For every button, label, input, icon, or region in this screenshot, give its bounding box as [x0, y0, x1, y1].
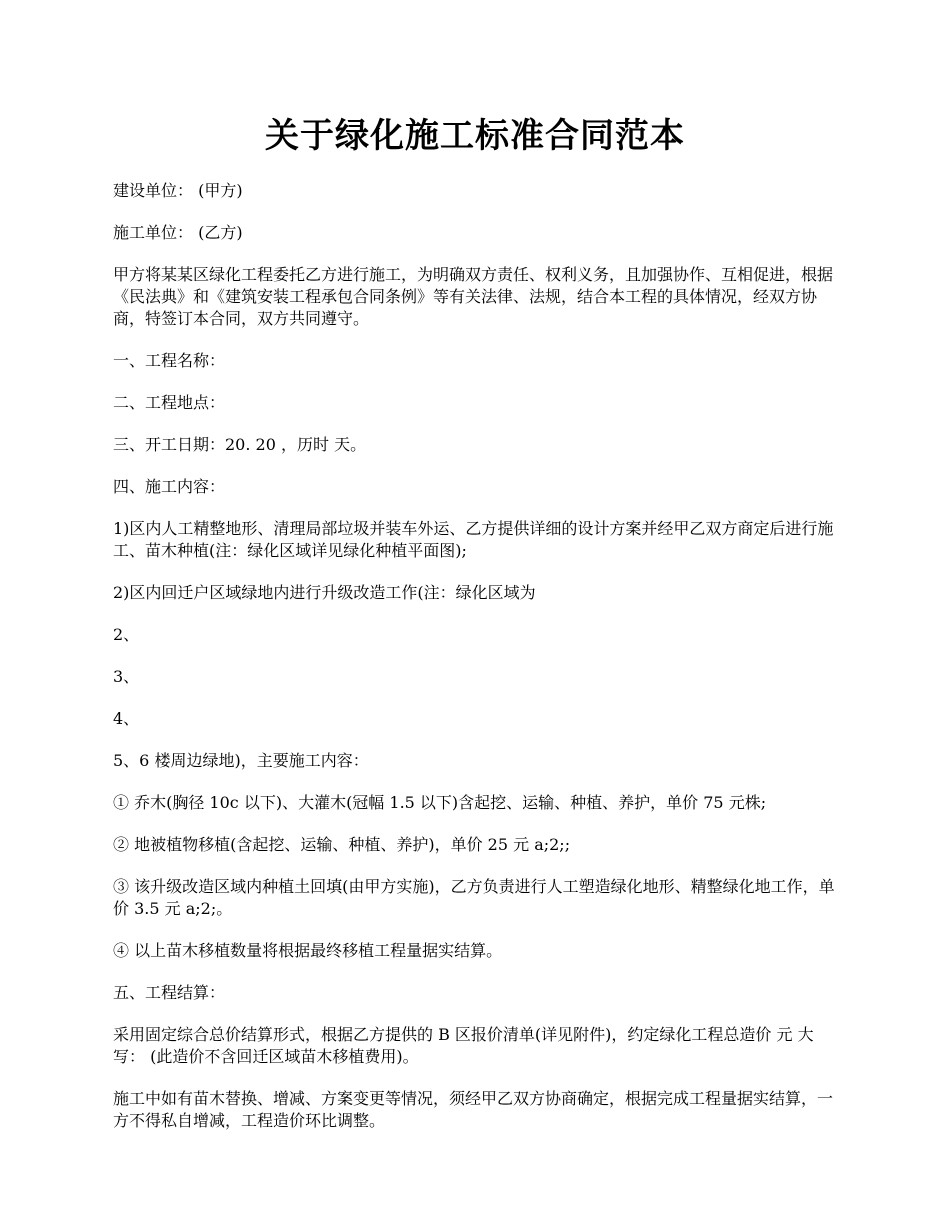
section-heading: 五、工程结算： — [113, 983, 226, 1002]
price-item: ③ 该升级改造区域内种植土回填(由甲方实施)，乙方负责进行人工塑造绿化地形、精整绿化地工作，单价 3.5 元 a;2;。 — [113, 877, 835, 918]
content-item: 1)区内人工精整地形、清理局部垃圾并装车外运、乙方提供详细的设计方案并经甲乙双方商定后进行施工、苗木种植(注：绿化区域详见绿化种植平面图); — [113, 519, 834, 560]
section-heading: 一、工程名称： — [113, 351, 226, 370]
start-date-line: 三、开工日期：20. 20 ，历时 天。 — [113, 435, 367, 454]
document-body — [113, 180, 841, 1152]
party-a-line: 建设单位： (甲方) — [113, 181, 243, 200]
price-item: ① 乔木(胸径 10c 以下)、大灌木(冠幅 1.5 以下)含起挖、运输、种植、养护，单价 75 元株; — [113, 793, 767, 812]
section-heading: 四、施工内容： — [113, 477, 226, 496]
settlement-paragraph: 采用固定综合总价结算形式，根据乙方提供的 B 区报价清单(详见附件)，约定绿化工程总造价 元 大写： (此造价不含回迁区域苗木移植费用)。 — [113, 1025, 814, 1066]
price-item: ② 地被植物移植(含起挖、运输、种植、养护)，单价 25 元 a;2;; — [113, 835, 571, 854]
content-item: 3、 — [113, 667, 140, 686]
party-b-line: 施工单位： (乙方) — [113, 223, 243, 242]
price-item: ④ 以上苗木移植数量将根据最终移植工程量据实结算。 — [113, 941, 503, 960]
settlement-paragraph: 施工中如有苗木替换、增减、方案变更等情况，须经甲乙双方协商确定，根据完成工程量据实结算，一方不得私自增减，工程造价环比调整。 — [113, 1089, 834, 1130]
content-item: 2、 — [113, 625, 140, 644]
section-heading: 二、工程地点： — [113, 393, 226, 412]
preamble-paragraph: 甲方将某某区绿化工程委托乙方进行施工，为明确双方责任、权利义务，且加强协作、互相促进，根据《民法典》和《建筑安装工程承包合同条例》等有关法律、法规，结合本工程的具体情况，经双方协商，特签订本合同，双方共同遵守。 — [113, 265, 834, 328]
document-title: 关于绿化施工标准合同范本 — [265, 116, 685, 156]
content-item: 5、6 楼周边绿地)，主要施工内容： — [113, 751, 369, 770]
content-item: 2)区内回迁户区域绿地内进行升级改造工作(注：绿化区域为 — [113, 583, 536, 602]
content-item: 4、 — [113, 709, 140, 728]
